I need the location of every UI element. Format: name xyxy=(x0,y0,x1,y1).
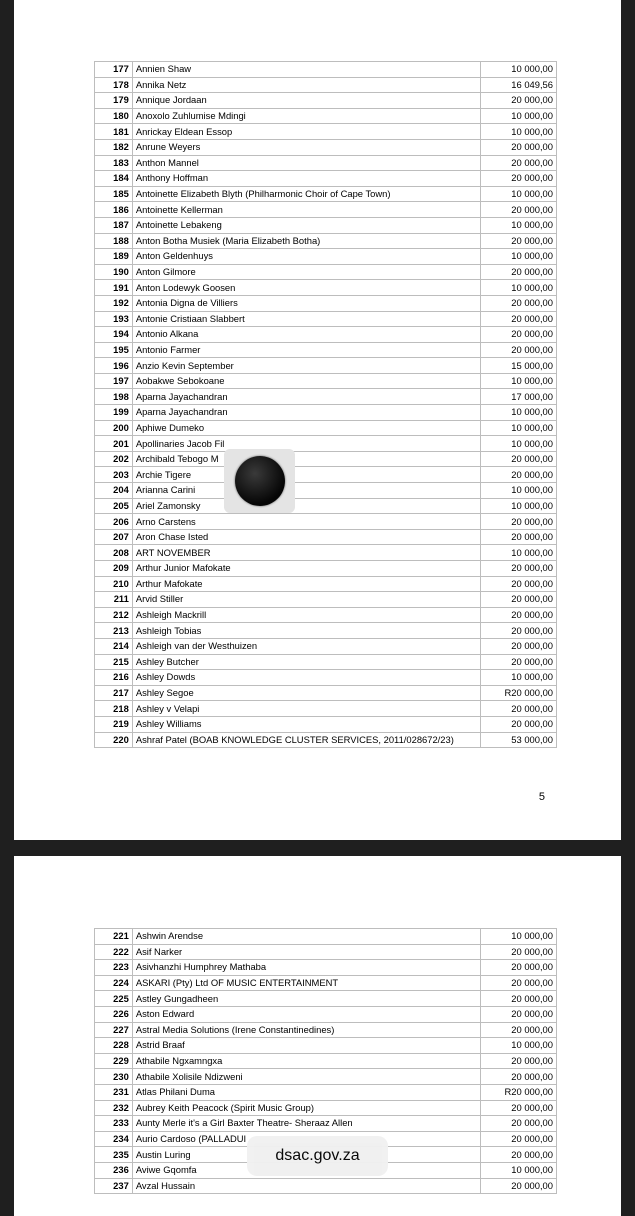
amount: R20 000,00 xyxy=(481,685,557,701)
row-number: 178 xyxy=(95,77,133,93)
row-number: 187 xyxy=(95,217,133,233)
beneficiary-name: Annien Shaw xyxy=(132,62,481,78)
table-row xyxy=(95,975,557,991)
row-number: 224 xyxy=(95,975,133,991)
table-row xyxy=(95,638,557,654)
table-row xyxy=(95,944,557,960)
beneficiary-name: Annika Netz xyxy=(132,77,481,93)
amount: 10 000,00 xyxy=(481,929,557,945)
row-number: 221 xyxy=(95,929,133,945)
document-page-5 xyxy=(14,0,621,840)
table-row xyxy=(95,623,557,639)
beneficiary-name: Archibald Tebogo M xyxy=(132,451,481,467)
beneficiary-name: Ashleigh Tobias xyxy=(132,623,481,639)
beneficiary-name: Arthur Mafokate xyxy=(132,576,481,592)
beneficiary-name: Astrid Braaf xyxy=(132,1038,481,1054)
table-row xyxy=(95,451,557,467)
table-row xyxy=(95,1178,557,1194)
amount: 20 000,00 xyxy=(481,1147,557,1163)
beneficiary-name: Antoinette Elizabeth Blyth (Philharmonic Choir of Cape Town) xyxy=(132,186,481,202)
amount: 20 000,00 xyxy=(481,1100,557,1116)
beneficiary-name: Aphiwe Dumeko xyxy=(132,420,481,436)
row-number: 189 xyxy=(95,249,133,265)
row-number: 181 xyxy=(95,124,133,140)
amount: 20 000,00 xyxy=(481,451,557,467)
beneficiary-name: Ashley Williams xyxy=(132,716,481,732)
beneficiary-name: Ashley Segoe xyxy=(132,685,481,701)
beneficiary-name: Ashleigh van der Westhuizen xyxy=(132,638,481,654)
beneficiary-name: Anton Geldenhuys xyxy=(132,249,481,265)
row-number: 223 xyxy=(95,960,133,976)
beneficiary-name: Anrune Weyers xyxy=(132,139,481,155)
amount: 20 000,00 xyxy=(481,1069,557,1085)
table-row xyxy=(95,295,557,311)
row-number: 211 xyxy=(95,592,133,608)
table-row xyxy=(95,1069,557,1085)
table-row xyxy=(95,716,557,732)
row-number: 185 xyxy=(95,186,133,202)
table-row xyxy=(95,389,557,405)
amount: 20 000,00 xyxy=(481,701,557,717)
amount: 20 000,00 xyxy=(481,592,557,608)
table-row xyxy=(95,124,557,140)
amount: 10 000,00 xyxy=(481,249,557,265)
amount: 10 000,00 xyxy=(481,217,557,233)
row-number: 214 xyxy=(95,638,133,654)
table-row xyxy=(95,280,557,296)
page-number: 5 xyxy=(538,791,545,803)
beneficiary-name: Anton Lodewyk Goosen xyxy=(132,280,481,296)
beneficiary-name: Anton Gilmore xyxy=(132,264,481,280)
beneficiary-name: Astral Media Solutions (Irene Constantinedines) xyxy=(132,1022,481,1038)
amount: 20 000,00 xyxy=(481,975,557,991)
table-row xyxy=(95,311,557,327)
beneficiary-name: Anthony Hoffman xyxy=(132,171,481,187)
screen-record-button[interactable] xyxy=(224,449,295,513)
beneficiary-name: Ashley v Velapi xyxy=(132,701,481,717)
table-row xyxy=(95,498,557,514)
table-row xyxy=(95,607,557,623)
table-row xyxy=(95,514,557,530)
row-number: 197 xyxy=(95,373,133,389)
beneficiary-name: Athabile Ngxamngxa xyxy=(132,1053,481,1069)
row-number: 236 xyxy=(95,1162,133,1178)
beneficiary-name: Antoinette Lebakeng xyxy=(132,217,481,233)
beneficiary-name: Antonio Farmer xyxy=(132,342,481,358)
table-row xyxy=(95,576,557,592)
beneficiary-name: Asif Narker xyxy=(132,944,481,960)
beneficiary-name: Aparna Jayachandran xyxy=(132,389,481,405)
table-row xyxy=(95,202,557,218)
table-row xyxy=(95,264,557,280)
amount: 53 000,00 xyxy=(481,732,557,748)
row-number: 207 xyxy=(95,529,133,545)
table-row xyxy=(95,233,557,249)
table-row xyxy=(95,592,557,608)
address-bar[interactable] xyxy=(247,1136,388,1176)
amount: 20 000,00 xyxy=(481,264,557,280)
amount: 20 000,00 xyxy=(481,155,557,171)
beneficiary-name: Austin Luring xyxy=(132,1147,481,1163)
beneficiary-name: Ashleigh Mackrill xyxy=(132,607,481,623)
beneficiary-name: ART NOVEMBER xyxy=(132,545,481,561)
beneficiary-name: Anoxolo Zuhlumise Mdingi xyxy=(132,108,481,124)
table-row xyxy=(95,670,557,686)
table-row xyxy=(95,1100,557,1116)
table-row xyxy=(95,171,557,187)
beneficiary-name: Arianna Carini xyxy=(132,483,481,499)
row-number: 230 xyxy=(95,1069,133,1085)
row-number: 177 xyxy=(95,62,133,78)
amount: 16 049,56 xyxy=(481,77,557,93)
table-row xyxy=(95,929,557,945)
amount: 20 000,00 xyxy=(481,1053,557,1069)
table-row xyxy=(95,139,557,155)
amount: 20 000,00 xyxy=(481,576,557,592)
amount: 10 000,00 xyxy=(481,62,557,78)
amount: 20 000,00 xyxy=(481,529,557,545)
table-row xyxy=(95,529,557,545)
table-row xyxy=(95,62,557,78)
table-row xyxy=(95,685,557,701)
amount: 20 000,00 xyxy=(481,607,557,623)
beneficiary-name: Atlas Philani Duma xyxy=(132,1084,481,1100)
row-number: 235 xyxy=(95,1147,133,1163)
amount: 20 000,00 xyxy=(481,561,557,577)
beneficiary-name: Athabile Xolisile Ndizweni xyxy=(132,1069,481,1085)
table-row xyxy=(95,1116,557,1132)
beneficiary-name: Aston Edward xyxy=(132,1006,481,1022)
row-number: 225 xyxy=(95,991,133,1007)
amount: 20 000,00 xyxy=(481,638,557,654)
beneficiary-name: ASKARI (Pty) Ltd OF MUSIC ENTERTAINMENT xyxy=(132,975,481,991)
row-number: 204 xyxy=(95,483,133,499)
row-number: 210 xyxy=(95,576,133,592)
amount: 20 000,00 xyxy=(481,93,557,109)
row-number: 229 xyxy=(95,1053,133,1069)
row-number: 233 xyxy=(95,1116,133,1132)
amount: 20 000,00 xyxy=(481,327,557,343)
amount: 10 000,00 xyxy=(481,124,557,140)
row-number: 227 xyxy=(95,1022,133,1038)
amount: 10 000,00 xyxy=(481,186,557,202)
beneficiary-name: Anthon Mannel xyxy=(132,155,481,171)
beneficiary-name: Antonia Digna de Villiers xyxy=(132,295,481,311)
amount: 10 000,00 xyxy=(481,670,557,686)
table-row xyxy=(95,342,557,358)
row-number: 208 xyxy=(95,545,133,561)
table-row xyxy=(95,1038,557,1054)
amount: 20 000,00 xyxy=(481,202,557,218)
beneficiary-name: Antonio Alkana xyxy=(132,327,481,343)
amount: 10 000,00 xyxy=(481,1038,557,1054)
table-row xyxy=(95,405,557,421)
beneficiary-name: Ariel Zamonsky xyxy=(132,498,481,514)
amount: 10 000,00 xyxy=(481,405,557,421)
table-row xyxy=(95,373,557,389)
amount: 10 000,00 xyxy=(481,108,557,124)
table-row xyxy=(95,77,557,93)
url-text: dsac.gov.za xyxy=(275,1147,360,1164)
row-number: 203 xyxy=(95,467,133,483)
row-number: 213 xyxy=(95,623,133,639)
beneficiary-name: Aviwe Gqomfa xyxy=(132,1162,481,1178)
row-number: 237 xyxy=(95,1178,133,1194)
table-row xyxy=(95,1022,557,1038)
row-number: 226 xyxy=(95,1006,133,1022)
amount: 10 000,00 xyxy=(481,483,557,499)
row-number: 182 xyxy=(95,139,133,155)
amount: 20 000,00 xyxy=(481,139,557,155)
amount: 20 000,00 xyxy=(481,654,557,670)
row-number: 186 xyxy=(95,202,133,218)
beneficiary-name: Archie Tigere xyxy=(132,467,481,483)
beneficiary-name: Aunty Merle it's a Girl Baxter Theatre- Sheraaz Allen xyxy=(132,1116,481,1132)
table-row xyxy=(95,545,557,561)
beneficiary-name: Apollinaries Jacob Fil xyxy=(132,436,481,452)
table-row xyxy=(95,732,557,748)
row-number: 183 xyxy=(95,155,133,171)
amount: 20 000,00 xyxy=(481,342,557,358)
amount: 20 000,00 xyxy=(481,960,557,976)
row-number: 222 xyxy=(95,944,133,960)
table-row xyxy=(95,561,557,577)
beneficiary-name: Ashwin Arendse xyxy=(132,929,481,945)
amount: 20 000,00 xyxy=(481,1131,557,1147)
beneficiary-name: Aobakwe Sebokoane xyxy=(132,373,481,389)
beneficiary-name: Anzio Kevin September xyxy=(132,358,481,374)
amount: 20 000,00 xyxy=(481,295,557,311)
amount: 20 000,00 xyxy=(481,171,557,187)
amount: 20 000,00 xyxy=(481,991,557,1007)
row-number: 205 xyxy=(95,498,133,514)
row-number: 206 xyxy=(95,514,133,530)
amount: 10 000,00 xyxy=(481,1162,557,1178)
row-number: 200 xyxy=(95,420,133,436)
row-number: 220 xyxy=(95,732,133,748)
amount: 17 000,00 xyxy=(481,389,557,405)
table-row xyxy=(95,358,557,374)
beneficiary-name: Arvid Stiller xyxy=(132,592,481,608)
beneficiary-name: Arno Carstens xyxy=(132,514,481,530)
table-row xyxy=(95,1053,557,1069)
beneficiary-name: Avzal Hussain xyxy=(132,1178,481,1194)
table-row xyxy=(95,467,557,483)
row-number: 184 xyxy=(95,171,133,187)
amount: 20 000,00 xyxy=(481,514,557,530)
table-row xyxy=(95,1006,557,1022)
amount: 20 000,00 xyxy=(481,623,557,639)
table-row xyxy=(95,701,557,717)
table-row xyxy=(95,327,557,343)
row-number: 191 xyxy=(95,280,133,296)
table-row xyxy=(95,991,557,1007)
row-number: 198 xyxy=(95,389,133,405)
table-row xyxy=(95,960,557,976)
beneficiary-name: Astley Gungadheen xyxy=(132,991,481,1007)
beneficiary-table-body xyxy=(95,62,557,748)
beneficiary-name: Anrickay Eldean Essop xyxy=(132,124,481,140)
row-number: 180 xyxy=(95,108,133,124)
beneficiary-name: Antonie Cristiaan Slabbert xyxy=(132,311,481,327)
table-row xyxy=(95,483,557,499)
row-number: 215 xyxy=(95,654,133,670)
row-number: 219 xyxy=(95,716,133,732)
row-number: 194 xyxy=(95,327,133,343)
amount: R20 000,00 xyxy=(481,1084,557,1100)
table-row xyxy=(95,186,557,202)
amount: 20 000,00 xyxy=(481,1006,557,1022)
beneficiary-name: Anton Botha Musiek (Maria Elizabeth Botha) xyxy=(132,233,481,249)
amount: 10 000,00 xyxy=(481,420,557,436)
beneficiary-table xyxy=(94,61,557,748)
table-row xyxy=(95,1084,557,1100)
beneficiary-name: Aparna Jayachandran xyxy=(132,405,481,421)
row-number: 179 xyxy=(95,93,133,109)
table-row xyxy=(95,654,557,670)
row-number: 209 xyxy=(95,561,133,577)
amount: 20 000,00 xyxy=(481,1022,557,1038)
amount: 20 000,00 xyxy=(481,467,557,483)
amount: 20 000,00 xyxy=(481,716,557,732)
amount: 20 000,00 xyxy=(481,233,557,249)
row-number: 188 xyxy=(95,233,133,249)
beneficiary-name: Asivhanzhi Humphrey Mathaba xyxy=(132,960,481,976)
amount: 10 000,00 xyxy=(481,373,557,389)
table-row xyxy=(95,249,557,265)
amount: 20 000,00 xyxy=(481,944,557,960)
amount: 10 000,00 xyxy=(481,498,557,514)
table-row xyxy=(95,420,557,436)
table-row xyxy=(95,93,557,109)
beneficiary-name: Annique Jordaan xyxy=(132,93,481,109)
table-row xyxy=(95,217,557,233)
amount: 20 000,00 xyxy=(481,1116,557,1132)
row-number: 232 xyxy=(95,1100,133,1116)
amount: 20 000,00 xyxy=(481,311,557,327)
amount: 10 000,00 xyxy=(481,280,557,296)
row-number: 195 xyxy=(95,342,133,358)
row-number: 193 xyxy=(95,311,133,327)
row-number: 201 xyxy=(95,436,133,452)
row-number: 217 xyxy=(95,685,133,701)
beneficiary-name: Ashley Butcher xyxy=(132,654,481,670)
table-row xyxy=(95,108,557,124)
beneficiary-name: Ashley Dowds xyxy=(132,670,481,686)
row-number: 234 xyxy=(95,1131,133,1147)
row-number: 212 xyxy=(95,607,133,623)
row-number: 199 xyxy=(95,405,133,421)
row-number: 218 xyxy=(95,701,133,717)
row-number: 196 xyxy=(95,358,133,374)
beneficiary-name: Antoinette Kellerman xyxy=(132,202,481,218)
row-number: 231 xyxy=(95,1084,133,1100)
amount: 10 000,00 xyxy=(481,545,557,561)
amount: 15 000,00 xyxy=(481,358,557,374)
beneficiary-name: Aubrey Keith Peacock (Spirit Music Group) xyxy=(132,1100,481,1116)
beneficiary-name: Aurio Cardoso (PALLADUI xyxy=(132,1131,481,1147)
row-number: 202 xyxy=(95,451,133,467)
amount: 10 000,00 xyxy=(481,436,557,452)
beneficiary-name: Ashraf Patel (BOAB KNOWLEDGE CLUSTER SERVICES, 2011/028672/23) xyxy=(132,732,481,748)
row-number: 216 xyxy=(95,670,133,686)
table-row xyxy=(95,436,557,452)
record-icon xyxy=(235,456,285,506)
table-row xyxy=(95,155,557,171)
beneficiary-name: Aron Chase Isted xyxy=(132,529,481,545)
beneficiary-name: Arthur Junior Mafokate xyxy=(132,561,481,577)
row-number: 228 xyxy=(95,1038,133,1054)
row-number: 190 xyxy=(95,264,133,280)
amount: 20 000,00 xyxy=(481,1178,557,1194)
row-number: 192 xyxy=(95,295,133,311)
